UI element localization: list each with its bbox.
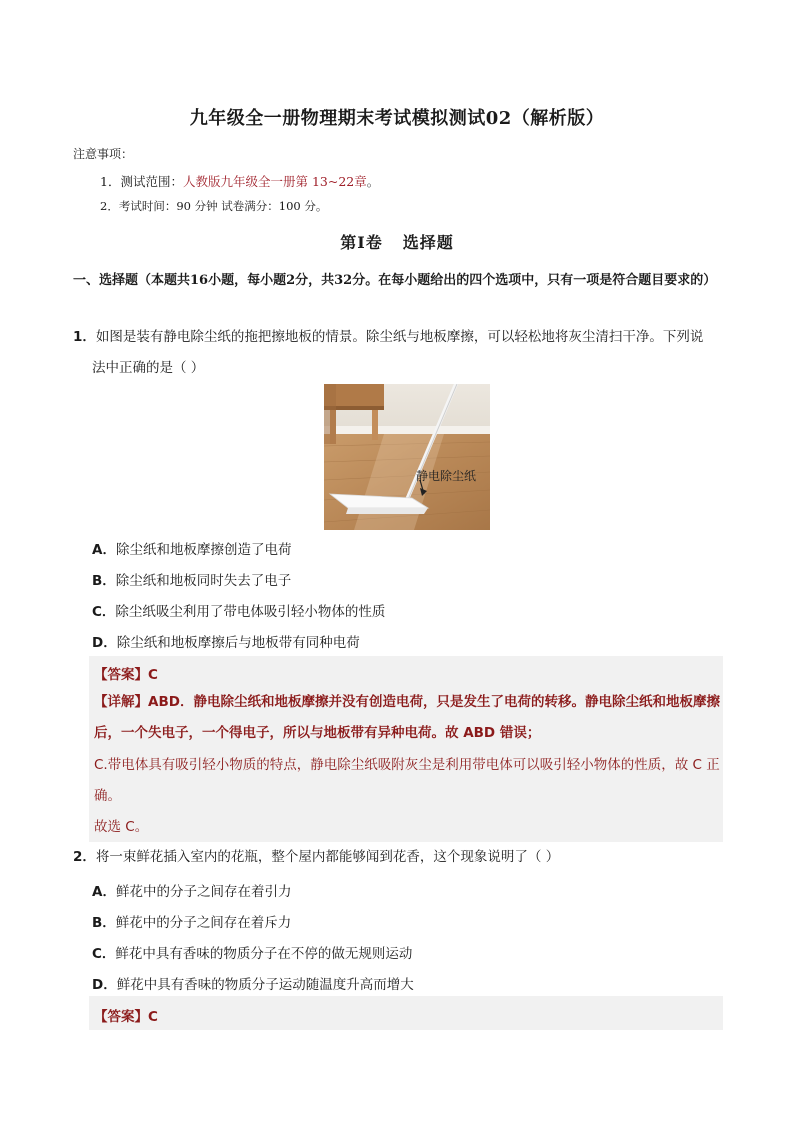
answer-value: C [148, 667, 158, 683]
question-2-stem-text: 将一束鲜花插入室内的花瓶，整个屋内都能够闻到花香，这个现象说明了（ ） [95, 849, 560, 865]
note-time: 2．考试时间：90 分钟 试卷满分：100 分。 [100, 199, 328, 213]
question-1-option-c [92, 600, 385, 620]
question-2-option-d [92, 973, 414, 993]
question-2-option-a [92, 880, 291, 900]
answer-label: 【答案】 [94, 1009, 148, 1025]
section-title-volume: 第Ⅰ卷 [340, 233, 383, 252]
question-1-option-d [92, 631, 360, 651]
note-scope-range: 人教版九年级全一册第 13~22章 [182, 174, 367, 189]
question-2-answer [94, 1005, 158, 1025]
option-letter: D． [92, 977, 117, 993]
option-text: 鲜花中具有香味的物质分子在不停的做无规则运动 [115, 946, 413, 962]
section-title [0, 230, 794, 253]
page-title: 九年级全一册物理期末考试模拟测试02（解析版） [189, 108, 605, 129]
question-1-stem [73, 322, 723, 384]
question-1-option-b [92, 569, 291, 589]
section-title-type: 选择题 [402, 233, 454, 252]
question-1-detail [94, 687, 724, 749]
option-letter: C． [92, 604, 116, 620]
answer-value: C [148, 1009, 158, 1025]
option-letter: A． [92, 542, 116, 558]
answer-label: 【答案】 [94, 667, 148, 683]
question-1-number: 1． [73, 329, 96, 345]
option-letter: B． [92, 573, 116, 589]
detail-label: 【详解】 [94, 694, 148, 710]
photo-label: 静电除尘纸 [416, 469, 477, 483]
option-letter: D． [92, 635, 117, 651]
option-text: 除尘纸和地板摩擦创造了电荷 [115, 542, 292, 558]
option-text: 鲜花中的分子之间存在着斥力 [115, 915, 292, 931]
option-letter: B． [92, 915, 116, 931]
note-scope-suffix: 。 [366, 174, 380, 189]
note-scope [100, 172, 379, 190]
option-text: 鲜花中的分子之间存在着引力 [115, 884, 292, 900]
option-text: 除尘纸吸尘利用了带电体吸引轻小物体的性质 [115, 604, 386, 620]
mop-illustration [324, 384, 490, 530]
question-1-stem-line2: 法中正确的是（ ） [92, 360, 205, 376]
option-text: 除尘纸和地板同时失去了电子 [115, 573, 292, 589]
part-heading: 一、选择题（本题共16小题，每小题2分，共32分。在每小题给出的四个选项中，只有一项是符合题目要求的） [73, 273, 717, 288]
question-2-stem [73, 842, 723, 873]
option-text: 除尘纸和地板摩擦后与地板带有同种电荷 [116, 635, 360, 651]
question-1-photo [324, 384, 490, 530]
question-1-detail-2: C.带电体具有吸引轻小物质的特点，静电除尘纸吸附灰尘是利用带电体可以吸引轻小物体的性质，故 C 正确。 [94, 757, 720, 804]
option-letter: C． [92, 946, 116, 962]
option-text: 鲜花中具有香味的物质分子运动随温度升高而增大 [116, 977, 414, 993]
question-1-detail-3: 故选 C。 [94, 819, 149, 835]
question-2-option-c [92, 942, 412, 962]
notes-heading: 注意事项： [73, 147, 134, 161]
question-2-option-b [92, 911, 291, 931]
question-2-answer-box [89, 996, 723, 1030]
question-1-answer [94, 663, 158, 683]
detail-paragraph-1: ABD．静电除尘纸和地板摩擦并没有创造电荷，只是发生了电荷的转移。静电除尘纸和地板摩擦后，一个失电子，一个得电子，所以与地板带有异种电荷。故 ABD 错误； [94, 694, 720, 741]
question-1-stem-line1: 如图是装有静电除尘纸的拖把擦地板的情景。除尘纸与地板摩擦，可以轻松地将灰尘清扫干净。下列说 [95, 329, 704, 345]
question-2-number: 2． [73, 849, 96, 865]
option-letter: A． [92, 884, 116, 900]
question-1-option-a [92, 538, 291, 558]
note-scope-prefix: 1．测试范围： [100, 174, 183, 189]
